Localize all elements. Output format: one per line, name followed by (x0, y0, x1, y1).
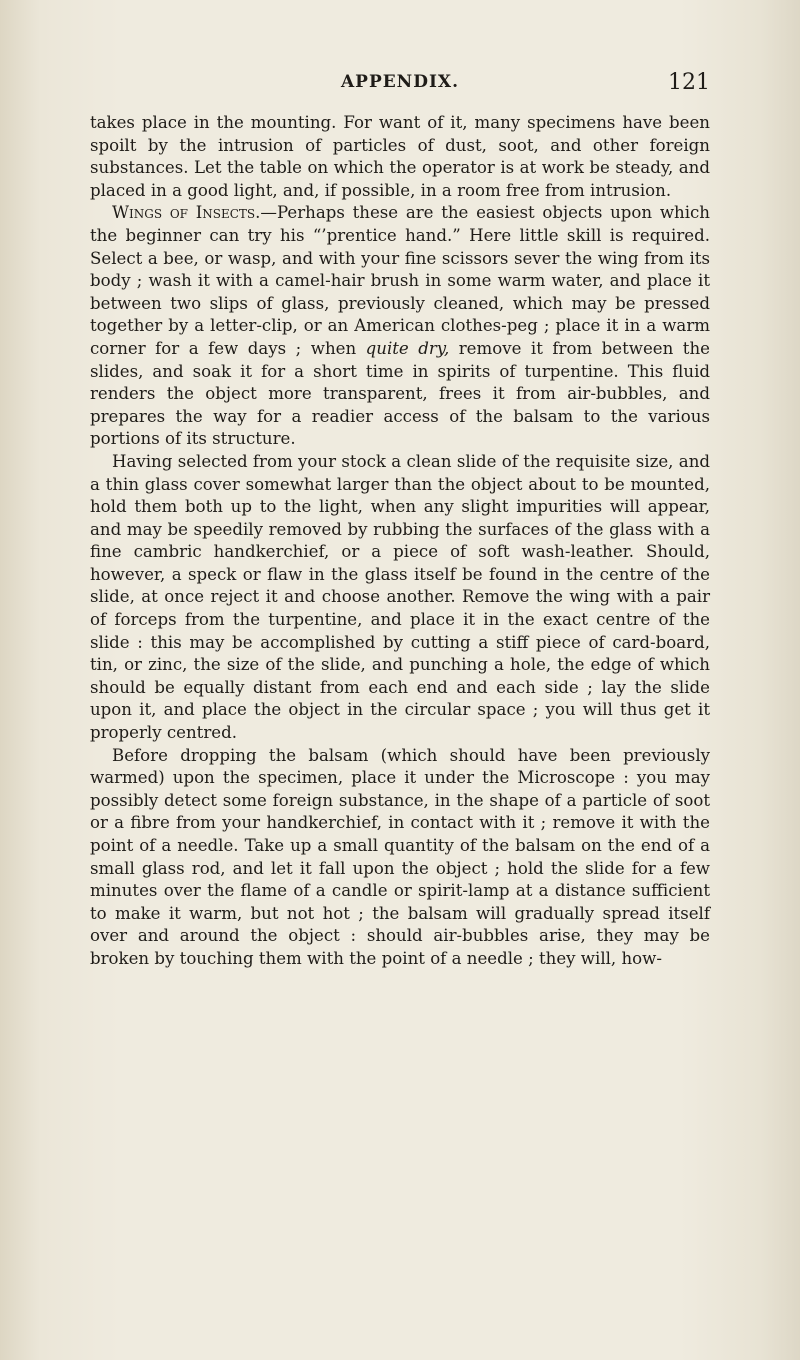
paragraph-slide-selection: Having selected from your stock a clean slide of the requisite size, and a thin glass cover somewhat larger than the object about to be mounted, hold them both up to the light, when any slight impurities will appear, and may be speedily removed by rubbing the surfaces of the glass with a fine cambric handkerchief, or a piece of soft wash-leather. Should, however, a speck or flaw in the glass itself be found in the centre of the slide, at once reject it and choose another. Remove the wing with a pair of forceps from the turpentine, and place it in the exact centre of the slide : this may be accomplished by cutting a stiff piece of card-board, tin, or zinc, the size of the slide, and punching a hole, the edge of which should be equally distant from each end and each side ; lay the slide upon it, and place the object in the circular space ; you will thus get it properly centred. (90, 451, 710, 743)
paragraph-text: remove it from between the slides, and soak it for a short time in spirits of turpentine. This fluid renders the object more transparent, frees it from air-bubbles, and prepares the way for a readier access of the balsam to the various portions of its structure. (90, 338, 710, 449)
paragraph-text: —Perhaps these are the easiest objects upon which the beginner can try his “’prentice hand.” Here little skill is required. Select a bee, or wasp, and with your fine scissors sever the wing from its body ; wash it with a camel-hair brush in some warm water, and place it between two slips of glass, previously cleaned, which may be pressed together by a letter-clip, or an American clothes-peg ; place it in a warm corner for a few days ; when (90, 203, 710, 358)
running-head (90, 70, 710, 100)
body-text (90, 112, 710, 971)
paragraph-wings-of-insects (90, 202, 710, 451)
italic-phrase: quite dry, (365, 338, 450, 358)
paragraph-continued: takes place in the mounting. For want of it, many specimens have been spoilt by the intrusion of particles of dust, soot, and other foreign substances. Let the table on which the operator is at work be steady, and placed in a good light, and, if possible, in a room free from intrusion. (90, 113, 710, 200)
paragraph-balsam: Before dropping the balsam (which should have been previously warmed) upon the specimen, place it under the Microscope : you may possibly detect some foreign substance, in the shape of a particle of soot or a fibre from your handkerchief, in contact with it ; remove it with the point of a needle. Take up a small quantity of the balsam on the end of a small glass rod, and let it fall upon the object ; hold the slide for a few minutes over the flame of a candle or spirit-lamp at a distance sufficient to make it warm, but not hot ; the balsam will gradually spread itself over and around the object : should air-bubbles arise, they may be broken by touching them with the point of a needle ; they will, how- (90, 745, 710, 968)
section-heading-wings-of-insects: Wings of Insects. (112, 203, 261, 223)
running-title: APPENDIX. (340, 72, 460, 92)
page-number: 121 (668, 70, 710, 95)
